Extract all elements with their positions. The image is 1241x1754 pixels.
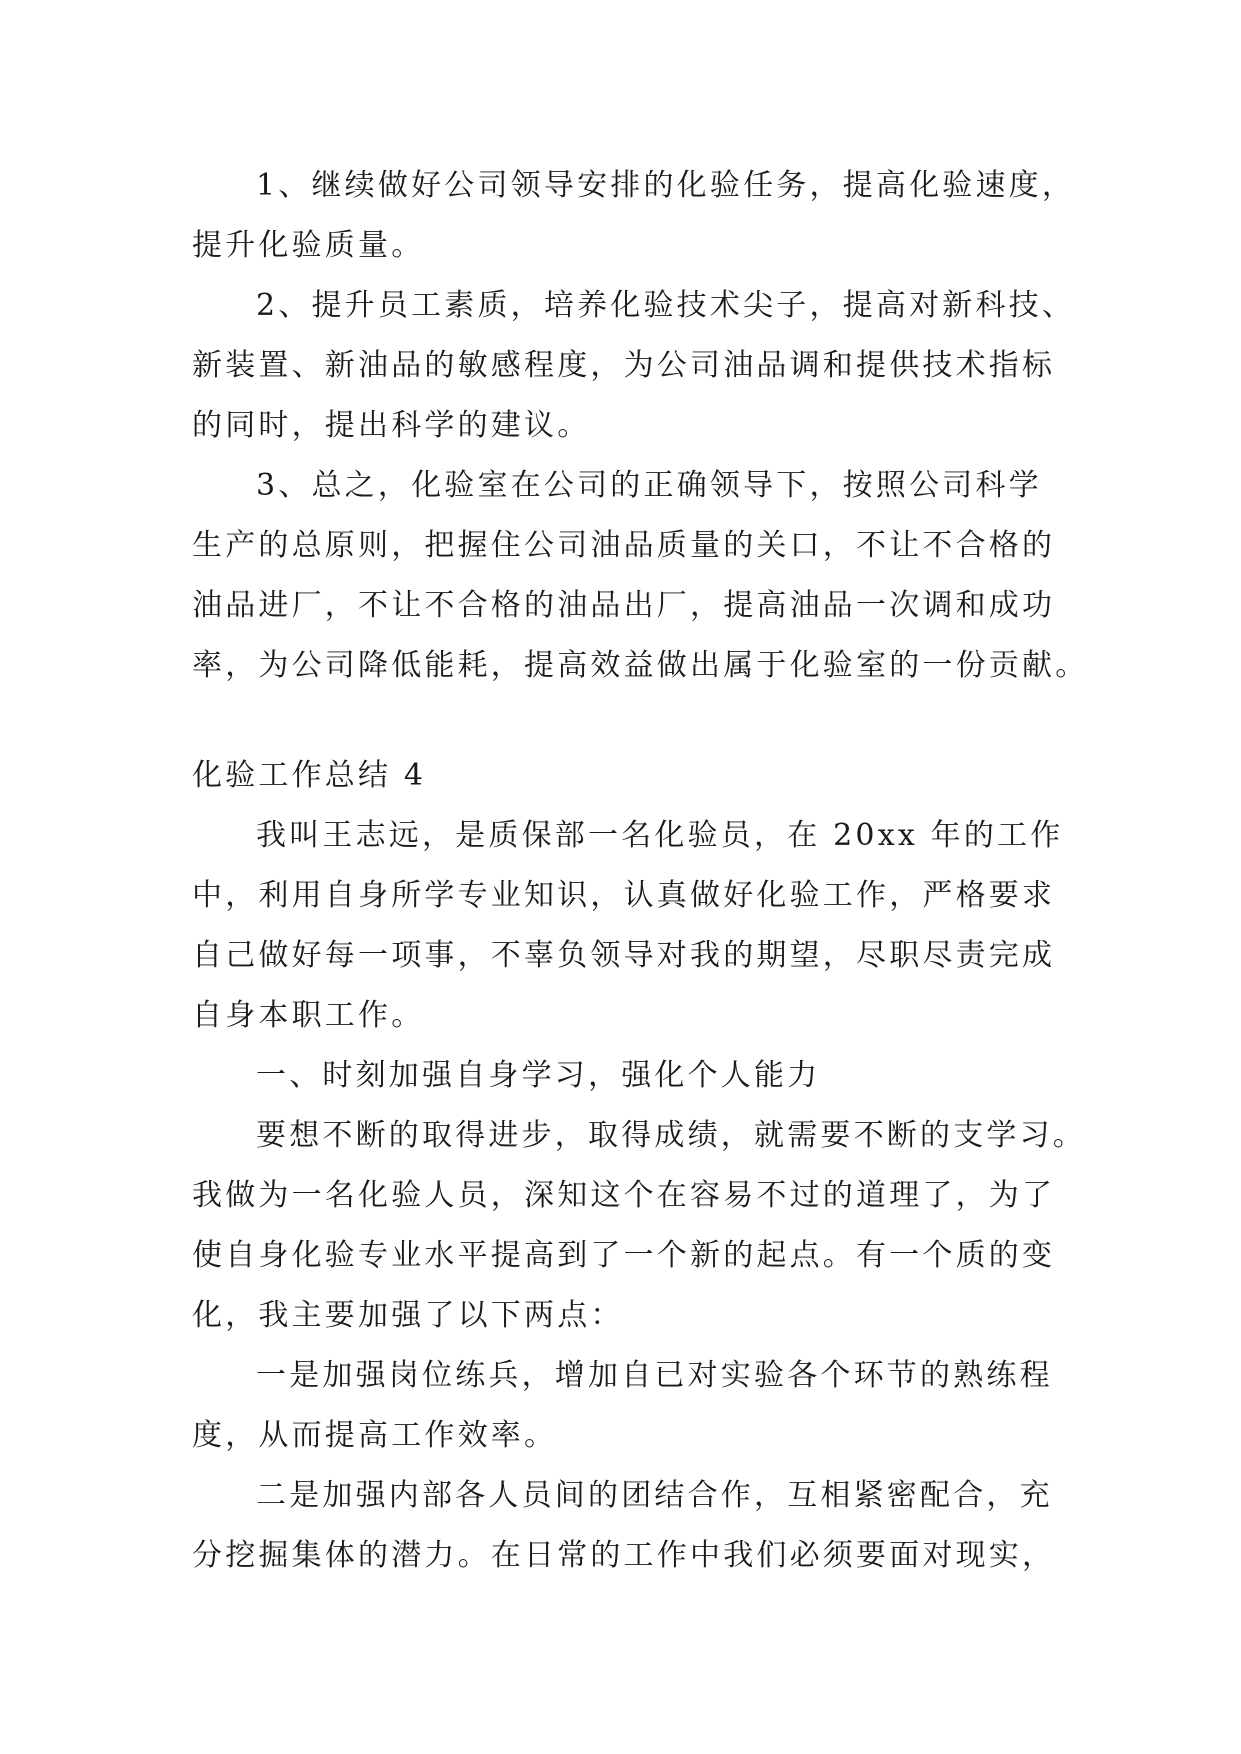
document-body	[192, 156, 1089, 1586]
text-line: 生产的总原则，把握住公司油品质量的关口，不让不合格的	[192, 528, 1056, 563]
text-line: 一是加强岗位练兵，增加自已对实验各个环节的熟练程	[256, 1358, 1053, 1393]
text-line: 自身本职工作。	[192, 998, 425, 1033]
subheading-1	[192, 1046, 1052, 1106]
text-line: 提升化验质量。	[192, 228, 425, 263]
text-line: 我做为一名化验人员，深知这个在容易不过的道理了，为了	[192, 1178, 1056, 1213]
text-line: 自己做好每一项事，不辜负领导对我的期望，尽职尽责完成	[192, 938, 1056, 973]
text-line: 分挖掘集体的潜力。在日常的工作中我们必须要面对现实，	[192, 1538, 1056, 1573]
text-line: 新装置、新油品的敏感程度，为公司油品调和提供技术指标	[192, 348, 1056, 383]
paragraph-point-1	[192, 1346, 1052, 1466]
text-line: 油品进厂，不让不合格的油品出厂，提高油品一次调和成功	[192, 588, 1056, 623]
text-line: 1、继续做好公司领导安排的化验任务，提高化验速度，	[256, 168, 1076, 203]
text-line: 要想不断的取得进步，取得成绩，就需要不断的支学习。	[256, 1118, 1086, 1153]
text-line: 使自身化验专业水平提高到了一个新的起点。有一个质的变	[192, 1238, 1056, 1273]
paragraph-point-2	[192, 1466, 1056, 1586]
text-line: 率，为公司降低能耗，提高效益做出属于化验室的一份贡献。	[192, 648, 1089, 683]
text-line: 的同时，提出科学的建议。	[192, 408, 591, 443]
text-line: 化，我主要加强了以下两点：	[192, 1298, 624, 1333]
section-title	[192, 746, 1052, 806]
paragraph-item-2	[192, 276, 1076, 456]
subheading-text: 一、时刻加强自身学习，强化个人能力	[256, 1058, 821, 1093]
paragraph-intro	[192, 806, 1064, 1046]
text-line: 中，利用自身所学专业知识，认真做好化验工作，严格要求	[192, 878, 1056, 913]
paragraph-item-3	[192, 456, 1089, 696]
section-title-text: 化验工作总结 4	[192, 758, 427, 793]
paragraph-item-1	[192, 156, 1076, 276]
paragraph-study	[192, 1106, 1086, 1346]
text-line: 度，从而提高工作效率。	[192, 1418, 558, 1453]
text-line: 二是加强内部各人员间的团结合作，互相紧密配合，充	[256, 1478, 1053, 1513]
text-line: 我叫王志远，是质保部一名化验员，在 20xx 年的工作	[256, 818, 1064, 853]
text-line: 3、总之，化验室在公司的正确领导下，按照公司科学	[256, 468, 1042, 503]
text-line: 2、提升员工素质，培养化验技术尖子，提高对新科技、	[256, 288, 1076, 323]
